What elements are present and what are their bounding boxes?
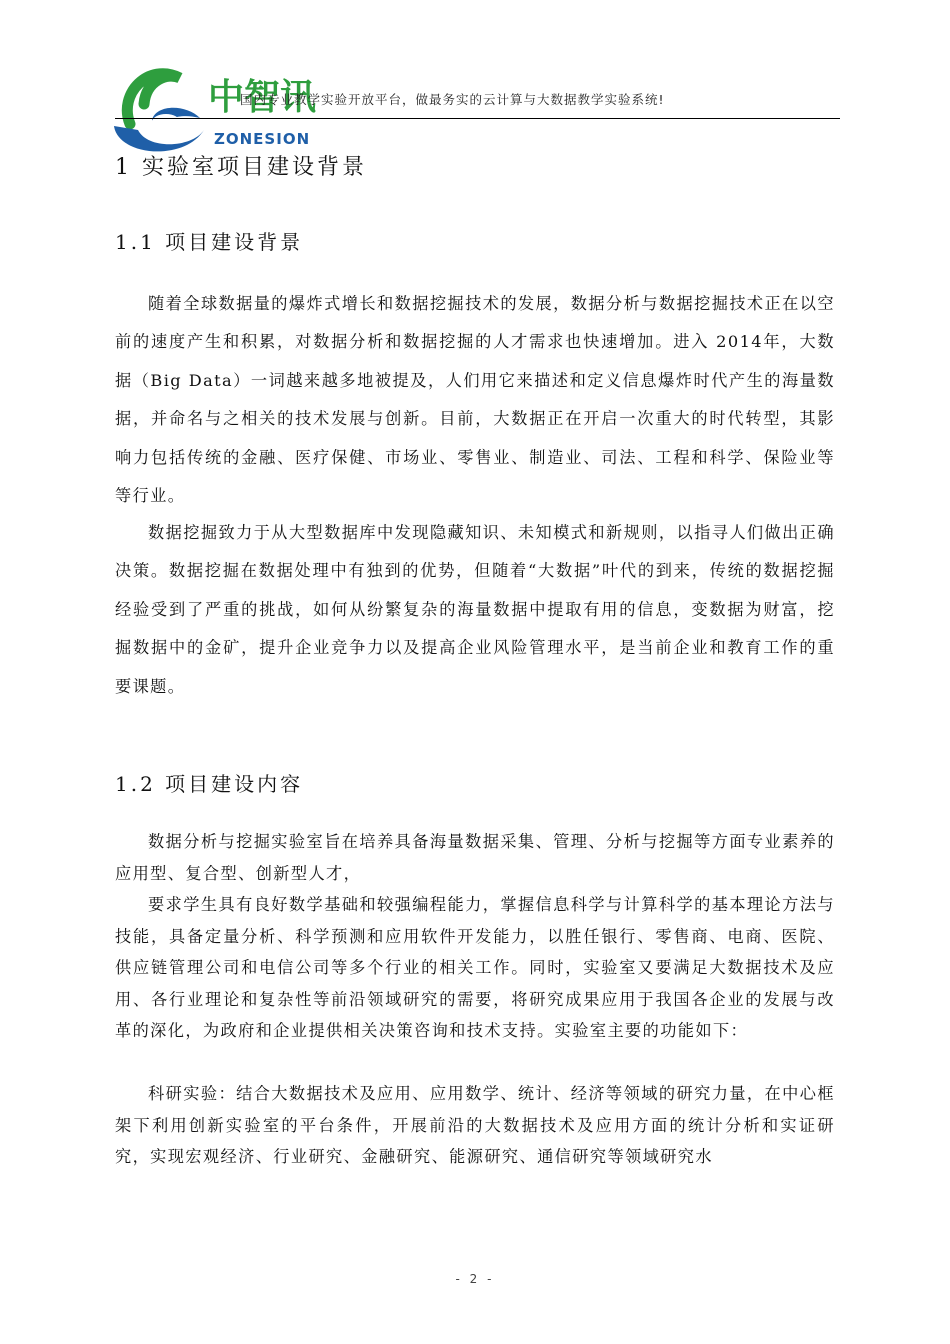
- zonesion-logo: [108, 64, 318, 160]
- page-header: [0, 0, 950, 160]
- section-1-2-paragraph-3: 科研实验：结合大数据技术及应用、应用数学、统计、经济等领域的研究力量，在中心框架下利用创新实验室的平台条件，开展前沿的大数据技术及应用方面的统计分析和实证研究，实现宏观经济、行业研究、金融研究、能源研究、通信研究等领域研究水: [115, 1084, 835, 1166]
- header-slogan: 国内专业教学实验开放平台，做最务实的云计算与大数据教学实验系统!: [240, 92, 665, 107]
- page-number: - 2 -: [455, 1272, 495, 1286]
- section-1-2-paragraph-2: 要求学生具有良好数学基础和较强编程能力，掌握信息科学与计算科学的基本理论方法与技能，具备定量分析、科学预测和应用软件开发能力，以胜任银行、零售商、电商、医院、供应链管理公司和电信公司等多个行业的相关工作。同时，实验室又要满足大数据技术及应用、各行业理论和复杂性等前沿领域研究的需要，将研究成果应用于我国各企业的发展与改革的深化，为政府和企业提供相关决策咨询和技术支持。实验室主要的功能如下：: [115, 895, 835, 1040]
- section-1-2-heading: 1.2 项目建设内容: [115, 772, 304, 796]
- section-1-1-paragraph-1: 随着全球数据量的爆炸式增长和数据挖掘技术的发展，数据分析与数据挖掘技术正在以空前的速度产生和积累，对数据分析和数据挖掘的人才需求也快速增加。进入 2014年，大数据（Big Data）一词越来越多地被提及，人们用它来描述和定义信息爆炸时代产生的海量数据，并命名与之相关的技术发展与创新。目前，大数据正在开启一次重大的时代转型，其影响力包括传统的金融、医疗保健、市场业、零售业、制造业、司法、工程和科学、保险业等等行业。: [115, 294, 835, 506]
- section-1-2-paragraph-1: 数据分析与挖掘实验室旨在培养具备海量数据采集、管理、分析与挖掘等方面专业素养的应用型、复合型、创新型人才，: [115, 832, 835, 883]
- header-divider: [115, 118, 840, 119]
- section-1-heading: 1 实验室项目建设背景: [115, 155, 367, 180]
- logo-swirl-icon: [108, 64, 318, 160]
- section-1-1-paragraph-2: 数据挖掘致力于从大型数据库中发现隐藏知识、未知模式和新规则，以指寻人们做出正确决策。数据挖掘在数据处理中有独到的优势，但随着“大数据”叶代的到来，传统的数据挖掘经验受到了严重的挑战，如何从纷繁复杂的海量数据中提取有用的信息，变数据为财富，挖掘数据中的金矿，提升企业竞争力以及提高企业风险管理水平，是当前企业和教育工作的重要课题。: [115, 523, 835, 696]
- svg-text:ZONESION: ZONESION: [214, 130, 311, 148]
- svg-text:中智讯: 中智讯: [208, 77, 317, 118]
- section-1-1-heading: 1.1 项目建设背景: [115, 230, 304, 254]
